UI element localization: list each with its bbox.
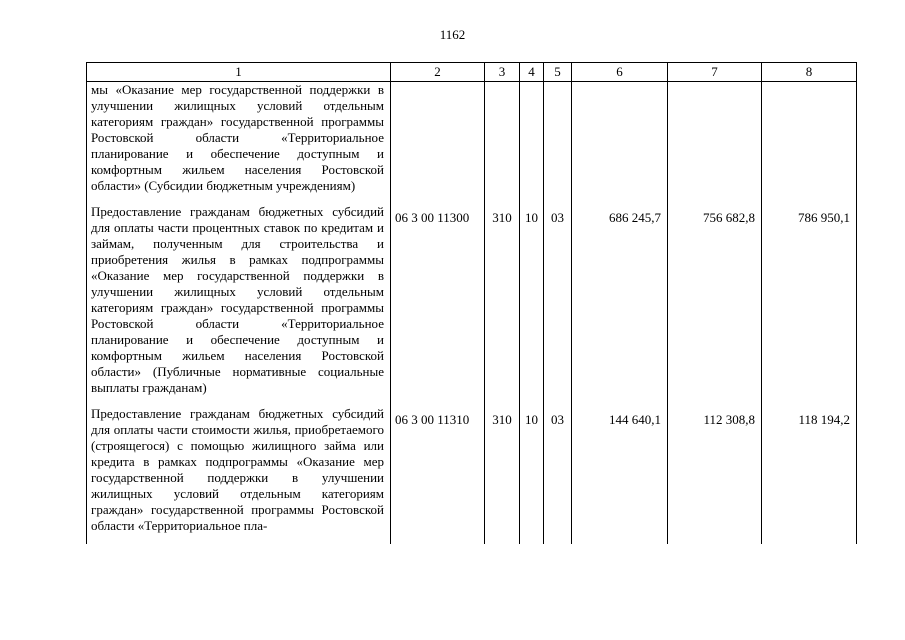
row-cell-empty (520, 82, 544, 205)
row-description: мы «Оказание мер государственной поддержки в улучшении жилищных условий отдельным категориям граждан» государственной программы Ростовской области «Территориальное планирование и обеспечение доступным и комфортным жильем населения Ростовской области» (Субсидии бюджетным учреждениям) (87, 82, 391, 205)
header-col-5: 5 (544, 63, 572, 82)
header-col-3: 3 (485, 63, 520, 82)
row-section: 10 (520, 406, 544, 544)
header-col-2: 2 (391, 63, 485, 82)
row-amount-3: 786 950,1 (762, 204, 857, 406)
row-target-code: 06 3 00 11300 (391, 204, 485, 406)
header-col-4: 4 (520, 63, 544, 82)
row-cell-empty (668, 82, 762, 205)
page-number: 1162 (439, 27, 466, 42)
header-row (87, 63, 857, 82)
header-col-7: 7 (668, 63, 762, 82)
row-subsection: 03 (544, 406, 572, 544)
row-section: 10 (520, 204, 544, 406)
row-description: Предоставление гражданам бюджетных субсидий для оплаты части стоимости жилья, приобретаемого (строящегося) с помощью жилищного займа или кредита в рамках подпрограммы «Оказание мер государственной поддержки в улучшении жилищных условий отдельным категориям граждан» государственной программы Ростовской области «Территориальное пла- (87, 406, 391, 544)
row-amount-2: 756 682,8 (668, 204, 762, 406)
header-col-1: 1 (87, 63, 391, 82)
row-target-code: 06 3 00 11310 (391, 406, 485, 544)
row-description: Предоставление гражданам бюджетных субсидий для оплаты части процентных ставок по кредитам и займам, полученным для строительства и приобретения жилья в рамках подпрограммы «Оказание мер государственной поддержки в улучшении жилищных условий отдельным категориям граждан» государственной программы Ростовской области «Территориальное планирование и обеспечение доступным и комфортным жильем населения Ростовской области» (Публичные нормативные социальные выплаты гражданам) (87, 204, 391, 406)
row-subsection: 03 (544, 204, 572, 406)
row-amount-2: 112 308,8 (668, 406, 762, 544)
table-row-continuation (87, 82, 857, 205)
table-row (87, 406, 857, 544)
row-amount-3: 118 194,2 (762, 406, 857, 544)
table-row (87, 204, 857, 406)
row-expense-type: 310 (485, 204, 520, 406)
row-amount-1: 144 640,1 (572, 406, 668, 544)
row-cell-empty (485, 82, 520, 205)
row-amount-1: 686 245,7 (572, 204, 668, 406)
header-col-6: 6 (572, 63, 668, 82)
row-cell-empty (572, 82, 668, 205)
row-cell-empty (391, 82, 485, 205)
header-col-8: 8 (762, 63, 857, 82)
row-cell-empty (762, 82, 857, 205)
budget-table (86, 62, 857, 544)
row-cell-empty (544, 82, 572, 205)
row-expense-type: 310 (485, 406, 520, 544)
